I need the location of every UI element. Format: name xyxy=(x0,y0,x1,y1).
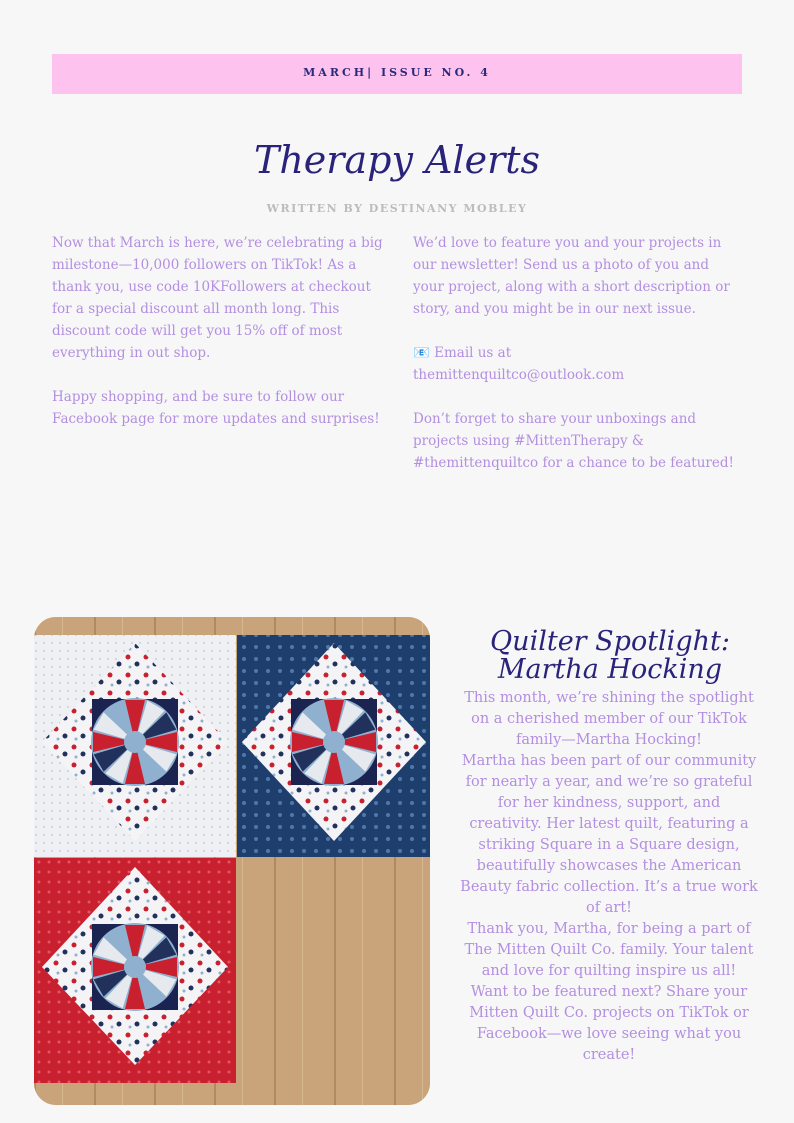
spotlight-title-line1: Quilter Spotlight: xyxy=(490,626,730,657)
page-title: Therapy Alerts xyxy=(253,138,541,182)
issue-label: MARCH| ISSUE NO. 4 xyxy=(303,66,491,79)
email-link[interactable]: themittenquiltco@outlook.com xyxy=(413,367,625,383)
right-column xyxy=(413,232,743,496)
email-icon: 📧 xyxy=(413,345,430,361)
spotlight-title xyxy=(460,628,760,684)
email-block xyxy=(413,342,743,386)
spotlight-thanks: Thank you, Martha, for being a part of The Mitten Quilt Co. family. Your talent and love for quilting inspire us all! xyxy=(464,921,754,979)
spotlight-body xyxy=(460,688,758,1066)
milestone-paragraph: Now that March is here, we’re celebrating a big milestone—10,000 followers on TikTok! As a thank you, use code 10KFollowers at checkout for a special discount all month long. This discount code will get you 15% off of most everything in out shop. xyxy=(52,235,383,361)
quilt-blocks-photo xyxy=(34,617,430,1105)
email-label: Email us at xyxy=(434,345,512,361)
spotlight-title-line2: Martha Hocking xyxy=(497,654,723,685)
feature-paragraph: We’d love to feature you and your projects in our newsletter! Send us a photo of you and your project, along with a short description or story, and you might be in our next issue. xyxy=(413,235,730,317)
spotlight-cta: Want to be featured next? Share your Mitten Quilt Co. projects on TikTok or Facebook—we love seeing what you create! xyxy=(469,984,749,1063)
spotlight-intro: This month, we’re shining the spotlight on a cherished member of our TikTok family—Martha Hocking! xyxy=(464,690,754,748)
hashtag-paragraph: Don’t forget to share your unboxings and projects using #MittenTherapy & #themittenquiltco for a chance to be featured! xyxy=(413,411,734,471)
issue-banner xyxy=(52,54,742,94)
left-column xyxy=(52,232,384,452)
spotlight-details: Martha has been part of our community for nearly a year, and we’re so grateful for her kindness, support, and creativity. Her latest quilt, featuring a striking Square in a Square design, beautifully showcases the American Beauty fabric collection. It’s a true work of art! xyxy=(460,753,758,916)
shopping-paragraph: Happy shopping, and be sure to follow our Facebook page for more updates and surprises! xyxy=(52,389,380,427)
byline: WRITTEN BY DESTINANY MOBLEY xyxy=(266,202,528,215)
quilt-illustration xyxy=(34,617,430,1105)
